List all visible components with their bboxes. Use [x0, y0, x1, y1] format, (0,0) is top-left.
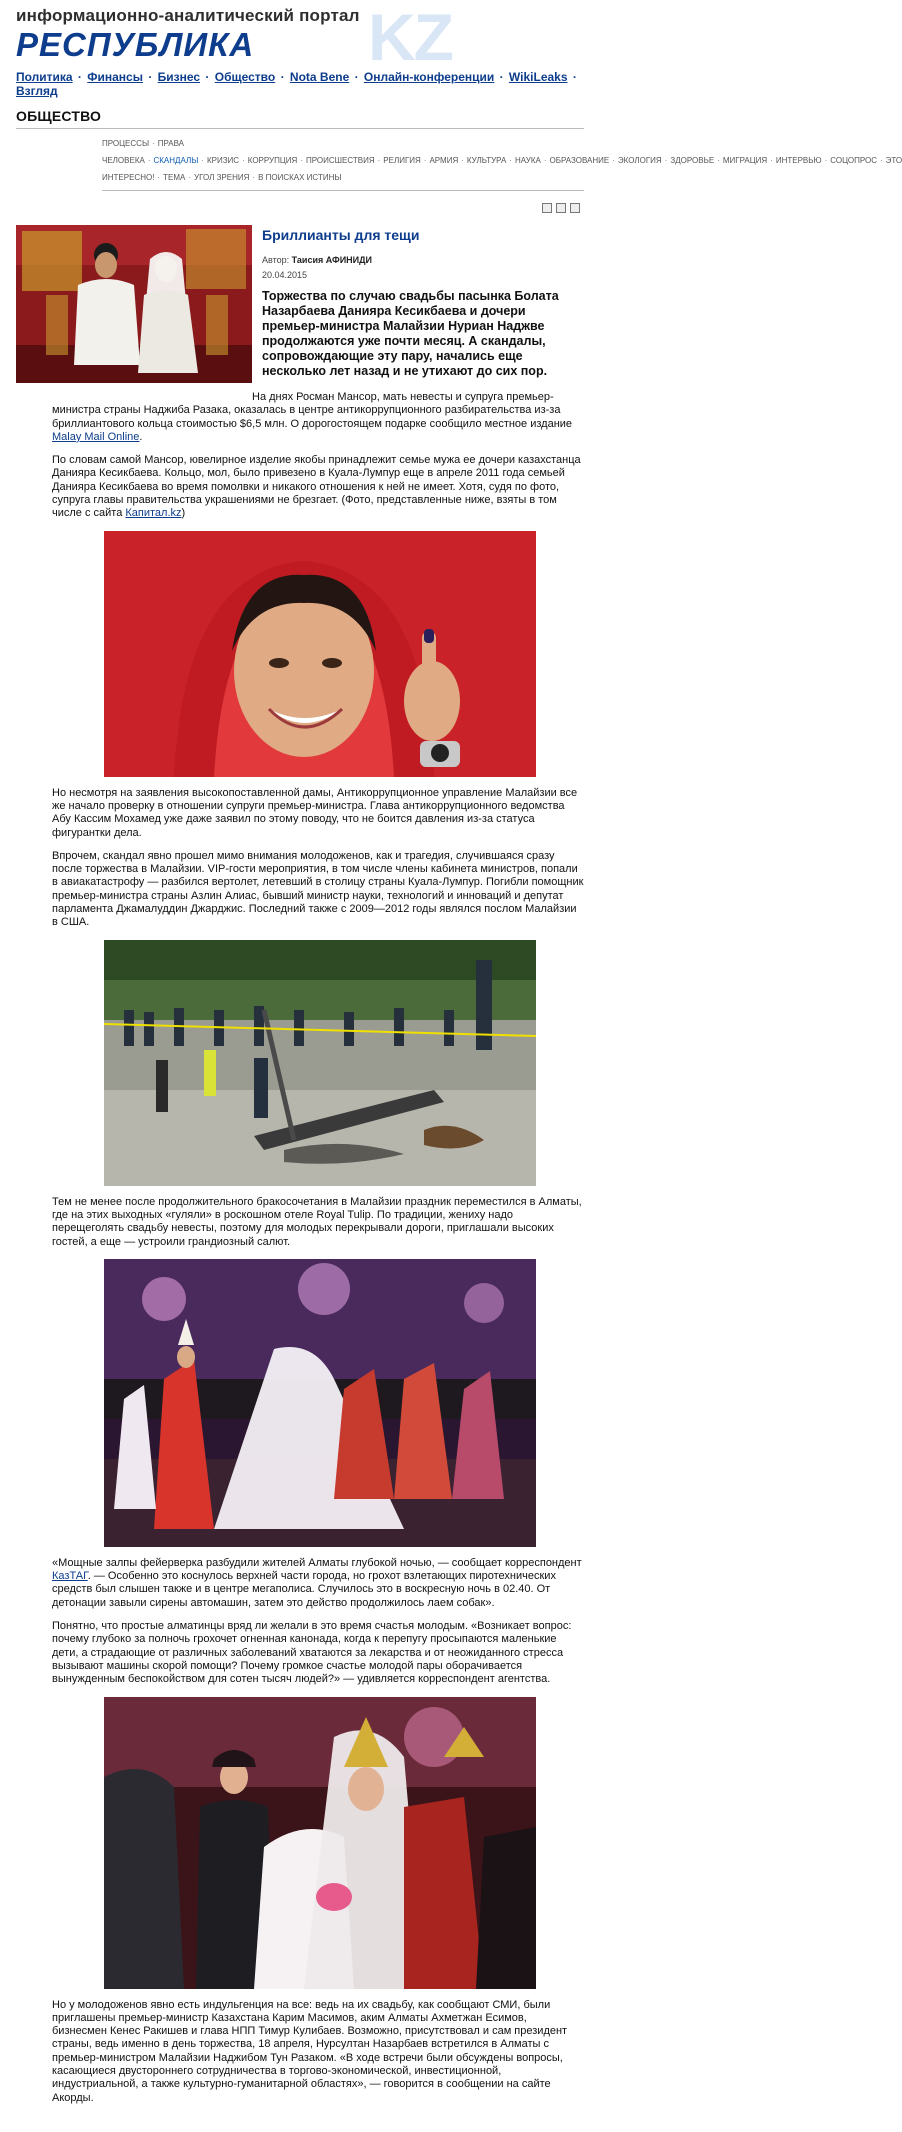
paragraph-text: На днях Росман Мансор, мать невесты и супруга премьер-министра страны Наджиба Разака, оказалась в центре антикоррупционного разбирательства из-за бриллиантового кольца стоимостью $6,5 млн. О дорогостоящем подарке сообщило местное издание: [52, 391, 573, 430]
topnav-item-business[interactable]: Бизнес: [157, 70, 201, 84]
subnav-item[interactable]: АРМИЯ: [429, 156, 459, 165]
subnav-item[interactable]: РЕЛИГИЯ: [383, 156, 421, 165]
subnav-separator: ·: [188, 173, 191, 182]
nav-separator: ·: [277, 70, 288, 84]
subnav-separator: ·: [147, 156, 151, 165]
subnav-separator: ·: [717, 156, 720, 165]
paragraph-text: «Мощные залпы фейерверка разбудили жителей Алматы глубокой ночью, — сообщает корреспондент: [52, 1556, 582, 1569]
subnav-separator: ·: [664, 156, 668, 165]
subnav-item[interactable]: В ПОИСКАХ ИСТИНЫ: [258, 173, 342, 182]
paragraph-text: .: [139, 430, 143, 443]
article-date: 20.04.2015: [262, 270, 308, 280]
article-paragraph: Впрочем, скандал явно прошел мимо внимания молодоженов, как и трагедия, случившаяся сразу после торжества в Малайзии. VIP-гости мероприятия, в том числе члены кабинета министров, попали в авиакатастрофу — разбился вертолет, летевший в столицу страны Куала-Лумпур. Погибли помощник премьер-министра страны Азлин Алиас, бывший министр науки, технологий и инноваций и депутат парламента Джамалуддин Джарджис. Последний также с 2009—2012 годы являлся послом Малайзии в США.: [52, 849, 584, 929]
subnav-item[interactable]: НАУКА: [514, 156, 541, 165]
divider: [102, 190, 584, 191]
site-logo[interactable]: РЕСПУБЛИКА: [16, 26, 255, 63]
article-paragraph: Понятно, что простые алматинцы вряд ли желали в это время счастья молодым. «Возникает вопрос: почему глубоко за полночь грохочет огненная канонада, когда к перепугу просыпаются маленькие дети, а страдающие от различных заболеваний хватаются за лекарства и от неожиданного стресса вызывают машины скорой помощи? Почему громкое счастье молодой пары оборачивается вынужденным беспокойством для сотен тысяч людей?» — удивляется корреспондент агентства.: [52, 1620, 572, 1686]
subnav-item[interactable]: КУЛЬТУРА: [466, 156, 507, 165]
subnav-item[interactable]: СОЦОПРОС: [830, 156, 877, 165]
nav-separator: ·: [351, 70, 362, 84]
masthead: [16, 0, 584, 74]
photo-wedding-ceremony-almaty: [104, 1259, 536, 1547]
article-paragraph: [52, 391, 584, 444]
source-link-malay-mail[interactable]: Malay Mail Online: [52, 430, 140, 443]
article-title: Бриллианты для тещи: [262, 227, 420, 243]
subnav-separator: ·: [461, 156, 464, 165]
article-lede: Торжества по случаю свадьбы пасынка Болата Назарбаева Данияра Кесикбаева и дочери премьер-министра Малайзии Нуриан Наджве продолжаются уже почти месяц. А скандалы, сопровождающие эту пару, начались еще несколько лет назад и не утихают до сих пор.: [262, 289, 559, 378]
subnav-separator: ·: [242, 156, 245, 165]
subnav: [102, 135, 902, 186]
paragraph-text: ): [181, 507, 186, 520]
subnav-separator: ·: [543, 156, 547, 165]
subnav-item[interactable]: ОБРАЗОВАНИЕ: [549, 156, 610, 165]
nav-separator: ·: [496, 70, 507, 84]
subnav-item[interactable]: СКАНДАЛЫ: [153, 156, 199, 165]
subnav-item[interactable]: КОРРУПЦИЯ: [247, 156, 298, 165]
article-paragraph: Но несмотря на заявления высокопоставленной дамы, Антикоррупционное управление Малайзии все же начало проверку в отношении супруги премьер-министра. Глава антикоррупционного ведомства Абу Кассим Мохамед уже даже заявил по этому поводу, что не боится давления из-за статуса фигурантки дела.: [52, 786, 578, 839]
article-header: [16, 225, 584, 391]
subnav-separator: ·: [157, 173, 161, 182]
subnav-item[interactable]: ПРОИСШЕСТВИЯ: [306, 156, 375, 165]
nav-separator: ·: [74, 70, 86, 84]
topnav-item-vzglyad[interactable]: Взгляд: [16, 84, 58, 98]
subnav-separator: ·: [201, 156, 204, 165]
topnav-item-nota-bene[interactable]: Nota Bene: [289, 70, 350, 84]
nav-separator: ·: [144, 70, 156, 84]
subnav-separator: ·: [824, 156, 828, 165]
subnav-item[interactable]: МИГРАЦИЯ: [722, 156, 768, 165]
nav-separator: ·: [202, 70, 213, 84]
subnav-item[interactable]: ЭКОЛОГИЯ: [617, 156, 662, 165]
subnav-separator: ·: [879, 156, 883, 165]
topnav-item-finance[interactable]: Финансы: [87, 70, 143, 84]
author-name: Таисия АФИНИДИ: [291, 255, 373, 265]
subnav-separator: ·: [377, 156, 381, 165]
subnav-item[interactable]: ПРАВА ЧЕЛОВЕКА: [102, 139, 184, 165]
article-author: [262, 255, 372, 265]
topnav-item-wikileaks[interactable]: WikiLeaks: [508, 70, 568, 84]
article-tools: [16, 203, 584, 225]
subnav-item[interactable]: ТЕМА: [163, 173, 186, 182]
subnav-item[interactable]: ИНТЕРВЬЮ: [775, 156, 822, 165]
article-paragraph: Но у молодоженов явно есть индульгенция на все: ведь на их свадьбу, как сообщают СМИ, были приглашены премьер-министр Казахстана Карим Масимов, аким Алматы Ахметжан Есимов, бизнесмен Кенес Ракишев и глава НПП Тимур Кулибаев. Возможно, присутствовал и сам президент страны, ведь именно в день торжества, 18 апреля, Нурсултан Назарбаев встретился в Алматы с премьер-министром Малайзии Наджибом Тун Разаком. «В ходе встречи были обсуждены вопросы, касающиеся двустороннего сотрудничества в торгово-экономической, инвестиционной, индустриальной, а также культурно-гуманитарной областях», — говорится в сообщении на сайте Акорды.: [52, 1998, 568, 2104]
lead-photo-wedding-couple: [16, 225, 252, 383]
subnav-item[interactable]: КРИЗИС: [206, 156, 240, 165]
subnav-separator: ·: [509, 156, 512, 165]
subnav-item[interactable]: ПРОЦЕССЫ: [102, 139, 150, 148]
article-paragraph: [52, 454, 584, 520]
source-link-kaztag[interactable]: КазТАГ: [52, 1570, 88, 1583]
logo-kz-watermark: KZ: [368, 0, 452, 74]
font-size-icon[interactable]: [570, 203, 580, 213]
article-paragraph: [52, 1557, 584, 1610]
subnav-separator: ·: [423, 156, 427, 165]
paragraph-text: . — Особенно это коснулось верхней части города, но грохот взлетающих пиротехнических средств был слышен также и в центре мегаполиса. Случилось это в воскресную ночь в 02.40. От детонации завыли сирены автомашин, затем это действо продолжилось лаем собак».: [52, 1570, 556, 1609]
subnav-item[interactable]: ЗДОРОВЬЕ: [670, 156, 715, 165]
topnav-item-online-conferences[interactable]: Онлайн-конференции: [363, 70, 495, 84]
paragraph-text: По словам самой Мансор, ювелирное изделие якобы принадлежит семье мужа ее дочери казахстанца Данияра Кесикбаева. Кольцо, мол, было привезено в Куала-Лумпур еще в апреле 2011 года семьей Данияра Кесикбаева во время помолвки и никакого отношения к ней не имеет. Хотя, судя по фото, супруга главы правительства украшениями не брезгает. (Фото, представленные ниже, взяты в том числе с сайта: [52, 454, 581, 520]
author-label: Автор:: [262, 255, 290, 265]
subnav-separator: ·: [300, 156, 303, 165]
photo-bride-and-guests: [104, 1697, 536, 1989]
subnav-item[interactable]: ЭТО ИНТЕРЕСНО!: [102, 156, 902, 182]
subnav-separator: ·: [612, 156, 615, 165]
print-icon[interactable]: [542, 203, 552, 213]
source-link-kapital[interactable]: Капитал.kz: [125, 507, 182, 520]
subnav-separator: ·: [770, 156, 773, 165]
subnav-item[interactable]: УГОЛ ЗРЕНИЯ: [194, 173, 250, 182]
subnav-separator: ·: [252, 173, 256, 182]
topnav-item-politics[interactable]: Политика: [16, 70, 73, 84]
nav-separator: ·: [569, 70, 577, 84]
top-nav: [16, 70, 584, 102]
divider: [16, 128, 584, 129]
topnav-item-society[interactable]: Общество: [214, 70, 276, 84]
photo-helicopter-crash-site: [104, 940, 536, 1186]
photo-rosmah-mansor: [104, 531, 536, 777]
email-icon[interactable]: [556, 203, 566, 213]
portal-subtitle: информационно-аналитический портал: [16, 6, 360, 25]
section-title: ОБЩЕСТВО: [16, 108, 102, 124]
subnav-separator: ·: [152, 139, 155, 148]
article-paragraph: Тем не менее после продолжительного бракосочетания в Малайзии праздник переместился в Алматы, где на этих выходных «гуляли» в роскошном отеле Royal Tulip. По традиции, жениху надо перещеголять свадьбу невесты, поэтому для молодых перекрывали дороги, приглашали высоких гостей, а еще — устроили грандиозный салют.: [52, 1195, 582, 1248]
